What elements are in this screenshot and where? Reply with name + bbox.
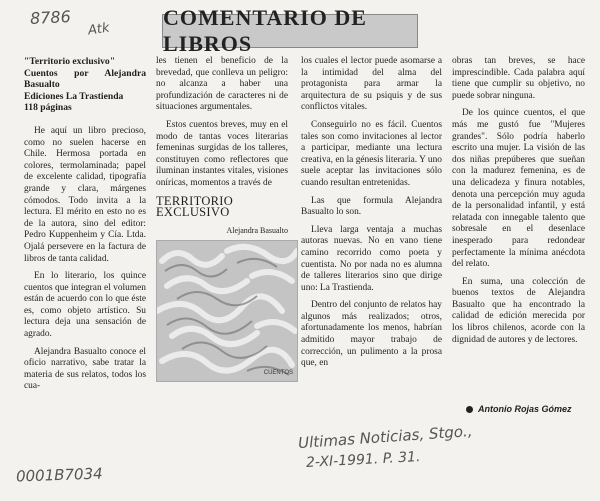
paragraph: los cuales el lector puede asomarse a la intimidad del alma del protagonista para armar la arquitectura de su psiquis y de sus conflictos vitales. <box>301 56 442 113</box>
book-pages: 118 páginas <box>24 102 72 114</box>
book-authors: Cuentos por Alejandra Basualto <box>24 67 146 91</box>
section-subtitle: TERRITORIO EXCLUSIVO <box>156 193 234 220</box>
paragraph: Lleva larga ventaja a muchas autoras nuevas. No en vano tiene camino recorrido como poeta y cuentista. No por nada no es alumna de talleres literarios sino que dirige uno: La Trastienda. <box>301 224 442 293</box>
handwritten-source-note: Ultimas Noticias, Stgo., <box>297 421 474 453</box>
paragraph: De los quince cuentos, el que más me gustó fue "Mujeres grandes". Sólo podría haberlo escrito una mujer. La visión de las dos niñas prepúberes que sueñan con la madurez femenina, es de una delicadeza y finura notables, denota una percepción muy aguda de la personalidad infantil, y está relatada con innegable talento que sobresale en el desenlace inesperado para redondear perfectamente la mínima anécdota del relato. <box>452 108 585 270</box>
paragraph: Alejandra Basualto conoce el oficio narrativo, sabe tratar la materia de sus relatos, todos los cua- <box>24 346 146 392</box>
book-publisher: Ediciones La Trastienda <box>24 90 124 102</box>
book-info <box>24 56 146 114</box>
photo-image <box>157 241 297 381</box>
section-header <box>162 5 418 56</box>
paragraph: Conseguirlo no es fácil. Cuentos tales son como invitaciones al lector a participar, mediante una lectura creativa, en la génesis literaria. Y uno suele aceptar las invitaciones sólo cuando resultan entretenidas. <box>301 119 442 188</box>
book-title: "Territorio exclusivo" <box>24 56 116 67</box>
paragraph: En lo literario, los quince cuentos que integran el volumen están de acuerdo con lo que éste es, como objeto artístico. Su lectura deja una sensación de agrado. <box>24 271 146 340</box>
handwritten-reference-number: 8786 <box>29 6 72 29</box>
author-byline <box>466 404 572 414</box>
column-3 <box>301 56 442 376</box>
paragraph: En suma, una colección de buenos textos de Alejandra Basualto que ha encontrado la calidad de edición merecida por los libros chilenos, acorde con la dignidad de autores y de lectores. <box>452 276 585 345</box>
column-1 <box>24 56 146 399</box>
book-cover-photo <box>156 240 298 382</box>
paragraph: He aquí un libro precioso, como no suelen hacerse en Chile. Hermosa portada en colores, termolaminada; papel de excelente calidad, tipografía grande y clara, márgenes cómodos. Todo invita a la lectura. El mérito en esto no es de la autora, sino del editor: Pedro Kuppenheim y Cía. Ltda. Ojalá persevere en la factura de libros de tanta calidad. <box>24 125 146 264</box>
handwritten-scribble: Atk <box>87 20 111 39</box>
bullet-icon <box>466 406 473 413</box>
paragraph: Las que formula Alejandra Basualto lo son. <box>301 195 442 218</box>
handwritten-date-note: 2-XI-1991. P. 31. <box>305 449 421 471</box>
paragraph: obras tan breves, se hace imprescindible. Cada palabra aquí tiene que cumplir su objetivo, no puede sobrar ninguna. <box>452 56 585 101</box>
paragraph: Dentro del conjunto de relatos hay algunos más realizados; otros, afortunadamente los menos, habrían admitido mayor trabajo de corrección, un pulimento a la prosa que, en <box>301 300 442 369</box>
photo-tag: CUENTOS <box>263 369 293 376</box>
section-title: COMENTARIO DE LIBROS <box>163 5 367 56</box>
handwritten-archive-number: 0001B7034 <box>15 464 103 486</box>
byline-name: Antonio Rojas Gómez <box>478 404 572 414</box>
column-2 <box>156 56 293 382</box>
paragraph: Estos cuentos breves, muy en el modo de tantas voces literarias femeninas surgidas de los talleres, constituyen como reflectores que iluminan instantes vitales, visiones oníricas, momentos a través de <box>156 119 288 188</box>
photo-credit: Alejandra Basualto <box>226 225 288 235</box>
paragraph: les tienen el beneficio de la brevedad, que conlleva un peligro: no alcanza a haber una profundización de caracteres ni de situaciones argumentales. <box>156 56 288 113</box>
column-4 <box>452 56 585 352</box>
